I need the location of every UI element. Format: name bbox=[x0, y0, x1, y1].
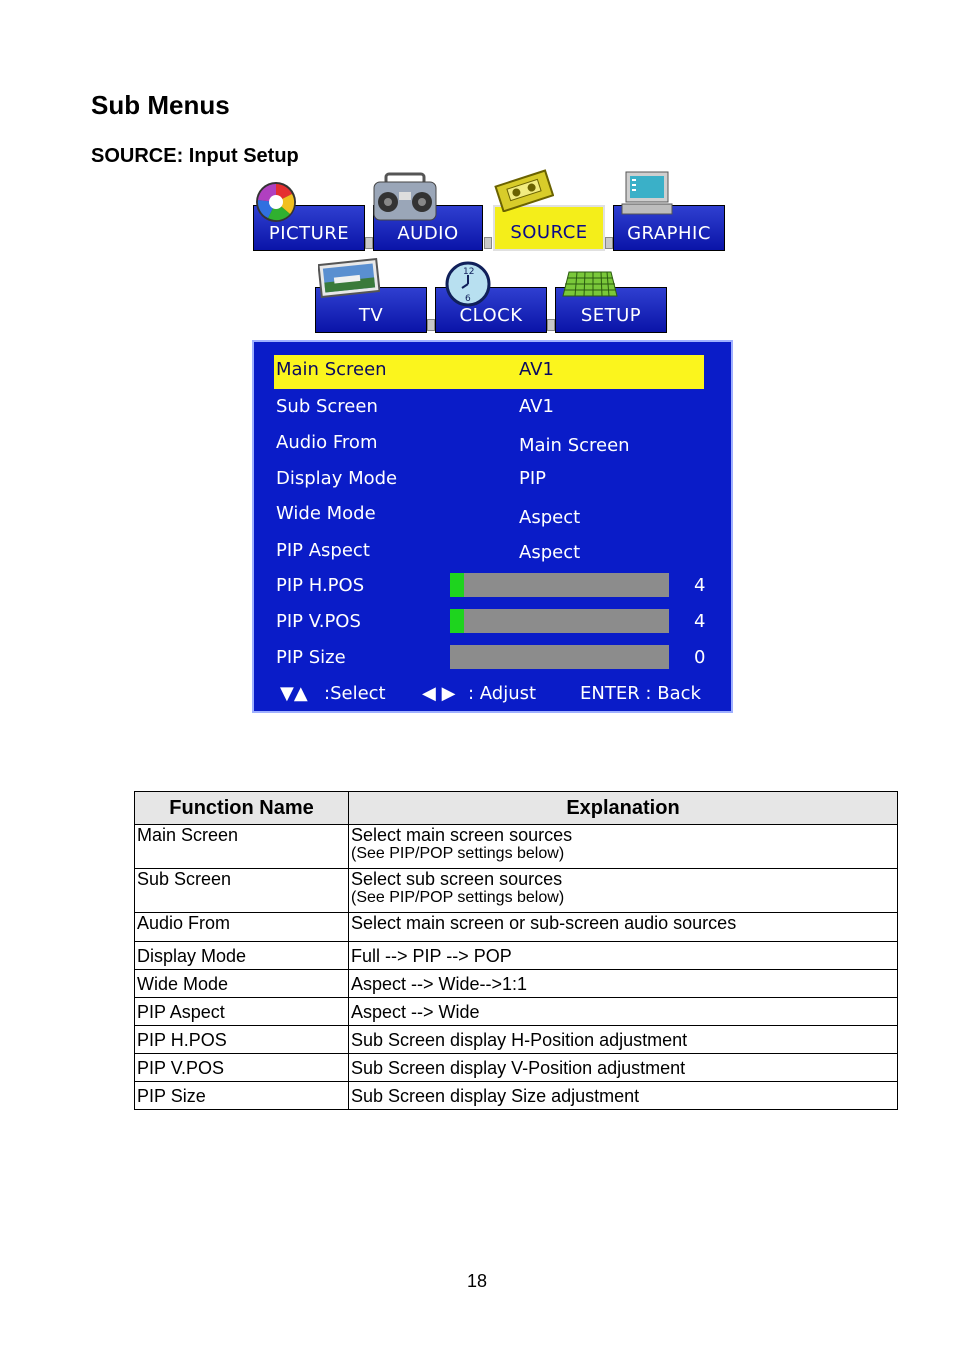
function-explanation: Aspect --> Wide-->1:1 bbox=[349, 970, 898, 998]
explanation-note: (See PIP/POP settings below) bbox=[351, 845, 565, 862]
tab-label: TV bbox=[358, 305, 384, 326]
osd-item-value: Aspect bbox=[519, 507, 581, 528]
function-explanation: Full --> PIP --> POP bbox=[349, 942, 898, 970]
function-name: Wide Mode bbox=[135, 970, 349, 998]
osd-item-value: AV1 bbox=[519, 396, 554, 417]
function-explanation bbox=[349, 825, 898, 869]
explanation-text: Select main screen sources bbox=[351, 825, 573, 845]
osd-item-label: Audio From bbox=[276, 432, 378, 453]
function-name: PIP H.POS bbox=[135, 1026, 349, 1054]
tab-label: CLOCK bbox=[459, 305, 523, 326]
osd-row-pip-aspect[interactable] bbox=[254, 536, 731, 568]
osd-panel bbox=[252, 340, 733, 713]
svg-text:6: 6 bbox=[465, 294, 471, 304]
function-explanation bbox=[349, 869, 898, 913]
function-explanation: Aspect --> Wide bbox=[349, 998, 898, 1026]
osd-row-pip-size[interactable] bbox=[254, 643, 731, 675]
tab-connector bbox=[484, 237, 492, 249]
osd-footer bbox=[254, 679, 731, 711]
function-explanation: Sub Screen display V-Position adjustment bbox=[349, 1054, 898, 1082]
osd-item-label: Sub Screen bbox=[276, 396, 378, 417]
osd-item-label: Display Mode bbox=[276, 468, 398, 489]
up-down-arrows-icon: ▼▲ bbox=[280, 683, 308, 704]
left-right-arrows-icon: ◀ ▶ bbox=[422, 683, 456, 704]
function-table bbox=[134, 791, 898, 1110]
column-header: Explanation bbox=[349, 792, 898, 825]
function-name: Main Screen bbox=[135, 825, 349, 869]
boombox-icon bbox=[372, 172, 438, 227]
tab-connector bbox=[547, 319, 555, 331]
tv-picture-icon bbox=[318, 258, 380, 303]
section-title: SOURCE: Input Setup bbox=[91, 145, 299, 167]
column-header: Function Name bbox=[135, 792, 349, 825]
adjust-hint: : Adjust bbox=[468, 683, 537, 704]
tab-connector bbox=[427, 319, 435, 331]
osd-row-pip-hpos[interactable] bbox=[254, 571, 731, 603]
osd-item-label: Wide Mode bbox=[276, 503, 376, 524]
table-row bbox=[135, 942, 898, 970]
osd-row-sub-screen[interactable] bbox=[254, 392, 731, 424]
computer-monitor-icon bbox=[618, 170, 676, 221]
pip-hpos-slider[interactable] bbox=[450, 573, 669, 597]
tab-label: AUDIO bbox=[397, 223, 459, 244]
table-header-row bbox=[135, 792, 898, 825]
back-hint: ENTER : Back bbox=[580, 683, 701, 704]
slider-fill bbox=[450, 573, 464, 597]
slider-value: 0 bbox=[694, 647, 706, 668]
tab-connector bbox=[605, 237, 613, 249]
slider-value: 4 bbox=[694, 575, 706, 596]
table-row bbox=[135, 825, 898, 869]
table-row bbox=[135, 1026, 898, 1054]
tab-label: SOURCE bbox=[510, 222, 588, 243]
function-name: PIP V.POS bbox=[135, 1054, 349, 1082]
osd-item-label: PIP H.POS bbox=[276, 575, 365, 596]
clock-icon bbox=[445, 261, 491, 312]
osd-row-wide-mode[interactable] bbox=[254, 499, 731, 531]
tab-connector bbox=[365, 237, 373, 249]
slider-value: 4 bbox=[694, 611, 706, 632]
function-name: PIP Size bbox=[135, 1082, 349, 1110]
function-name: Display Mode bbox=[135, 942, 349, 970]
keyboard-grid-icon bbox=[561, 270, 619, 303]
table-row bbox=[135, 970, 898, 998]
pip-size-slider[interactable] bbox=[450, 645, 669, 669]
table-row bbox=[135, 869, 898, 913]
osd-row-audio-from[interactable] bbox=[254, 428, 731, 460]
osd-item-value: Main Screen bbox=[519, 435, 630, 456]
color-wheel-icon bbox=[254, 180, 298, 229]
osd-item-value: Aspect bbox=[519, 542, 581, 563]
select-hint: :Select bbox=[324, 683, 386, 704]
explanation-note: (See PIP/POP settings below) bbox=[351, 889, 565, 906]
svg-text:12: 12 bbox=[463, 267, 475, 277]
page-number: 18 bbox=[466, 1271, 488, 1291]
function-explanation: Sub Screen display H-Position adjustment bbox=[349, 1026, 898, 1054]
page-title: Sub Menus bbox=[91, 90, 230, 120]
osd-item-label: PIP Aspect bbox=[276, 540, 370, 561]
osd-row-display-mode[interactable] bbox=[254, 464, 731, 496]
osd-item-label: Main Screen bbox=[276, 359, 387, 380]
function-name: PIP Aspect bbox=[135, 998, 349, 1026]
function-name: Sub Screen bbox=[135, 869, 349, 913]
slider-fill bbox=[450, 609, 464, 633]
explanation-text: Select sub screen sources bbox=[351, 869, 563, 889]
function-explanation: Sub Screen display Size adjustment bbox=[349, 1082, 898, 1110]
osd-item-value: PIP bbox=[519, 468, 547, 489]
table-row bbox=[135, 1082, 898, 1110]
osd-row-main-screen[interactable] bbox=[254, 355, 731, 387]
osd-row-pip-vpos[interactable] bbox=[254, 607, 731, 639]
function-name: Audio From bbox=[135, 913, 349, 942]
vhs-tape-icon bbox=[494, 168, 554, 217]
osd-item-value: AV1 bbox=[519, 359, 554, 380]
osd-item-label: PIP V.POS bbox=[276, 611, 361, 632]
tab-label: SETUP bbox=[580, 305, 642, 326]
tab-label: GRAPHIC bbox=[627, 223, 711, 244]
tab-label: PICTURE bbox=[268, 223, 350, 244]
table-row bbox=[135, 913, 898, 942]
table-row bbox=[135, 998, 898, 1026]
osd-item-label: PIP Size bbox=[276, 647, 346, 668]
function-explanation: Select main screen or sub-screen audio sources bbox=[349, 913, 898, 942]
pip-vpos-slider[interactable] bbox=[450, 609, 669, 633]
table-row bbox=[135, 1054, 898, 1082]
